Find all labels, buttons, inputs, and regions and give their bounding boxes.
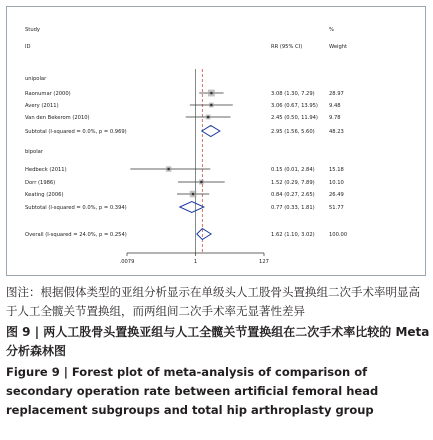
effect-header-label: RR (95% CI): [271, 44, 303, 50]
overall-ci-text: 1.62 (1.10, 3.02): [271, 232, 315, 238]
study-ci-text: 3.06 (0.67, 13.95): [271, 103, 318, 109]
point-estimate: [207, 116, 210, 119]
subtotal-ci-text: 0.77 (0.33, 1.81): [271, 205, 315, 211]
study-weight: 9.48: [329, 103, 341, 109]
study-weight: 15.18: [329, 167, 344, 173]
subtotal-weight: 48.23: [329, 129, 344, 135]
study-weight: 26.49: [329, 192, 344, 198]
overall-weight: 100.00: [329, 232, 348, 238]
study-label: Raonumar (2000): [25, 91, 71, 97]
point-estimate: [210, 104, 213, 107]
study-header-label: Study: [25, 27, 40, 33]
study-weight: 9.78: [329, 115, 341, 121]
caption-chinese-figure-label: 图 9 |: [6, 325, 44, 339]
subtotal-weight: 51.77: [329, 205, 344, 211]
weight-header-label: Weight: [329, 44, 348, 50]
subtotal-diamond: [180, 202, 204, 213]
weight-header-percent: %: [329, 27, 334, 33]
subtotal-diamond: [202, 126, 220, 137]
subtotal-label: Subtotal (I-squared = 0.0%, p = 0.394): [25, 205, 127, 211]
forest-plot-frame: [6, 6, 426, 276]
caption-chinese-note: [6, 283, 430, 321]
study-label: Dorr (1986): [25, 180, 56, 186]
study-ci-text: 2.45 (0.50, 11.94): [271, 115, 318, 121]
group-heading: unipolar: [25, 76, 47, 82]
study-weight: 10.10: [329, 180, 344, 186]
overall-label: Overall (I-squared = 24.0%, p = 0.254): [25, 232, 127, 238]
id-header-label: ID: [25, 44, 31, 50]
x-axis-tick-label: .0079: [119, 259, 135, 265]
caption-english: [6, 363, 430, 420]
study-label: Keating (2006): [25, 192, 64, 198]
caption-english-figure-label: Figure 9 |: [6, 365, 72, 379]
study-label: Hedbeck (2011): [25, 167, 67, 173]
subtotal-ci-text: 2.95 (1.56, 5.60): [271, 129, 315, 135]
study-ci-text: 0.84 (0.27, 2.65): [271, 192, 315, 198]
subtotal-label: Subtotal (I-squared = 0.0%, p = 0.969): [25, 129, 127, 135]
study-ci-text: 0.15 (0.01, 2.84): [271, 167, 315, 173]
point-estimate: [192, 193, 195, 196]
forest-plot: [7, 7, 427, 277]
study-label: Van den Bekerom (2010): [25, 115, 90, 121]
study-weight: 28.97: [329, 91, 344, 97]
caption-english-text: Forest plot of meta-analysis of comparison of secondary operation rate between artificial femoral head replacement subgroups and total hip arthroplasty group: [6, 365, 379, 417]
point-estimate: [210, 92, 213, 95]
x-axis-tick-label: 127: [259, 259, 269, 265]
point-estimate: [167, 168, 170, 171]
caption-chinese-title: [6, 323, 430, 361]
study-ci-text: 1.52 (0.29, 7.89): [271, 180, 315, 186]
study-ci-text: 3.08 (1.30, 7.29): [271, 91, 315, 97]
caption-chinese-title-text: 两人工股骨头置换亚组与人工全髋关节置换组在二次手术率比较的 Meta 分析森林图: [6, 325, 430, 358]
study-label: Avery (2011): [25, 103, 59, 109]
overall-diamond: [197, 229, 211, 240]
point-estimate: [200, 181, 203, 184]
group-heading: bipolar: [25, 149, 43, 155]
caption-chinese-note-text: 图注：根据假体类型的亚组分析显示在单级头人工股骨头置换组二次手术率明显高于人工全髋关节置换组，而两组间二次手术率无显著性差异: [6, 285, 420, 318]
x-axis-tick-label: 1: [193, 259, 198, 265]
